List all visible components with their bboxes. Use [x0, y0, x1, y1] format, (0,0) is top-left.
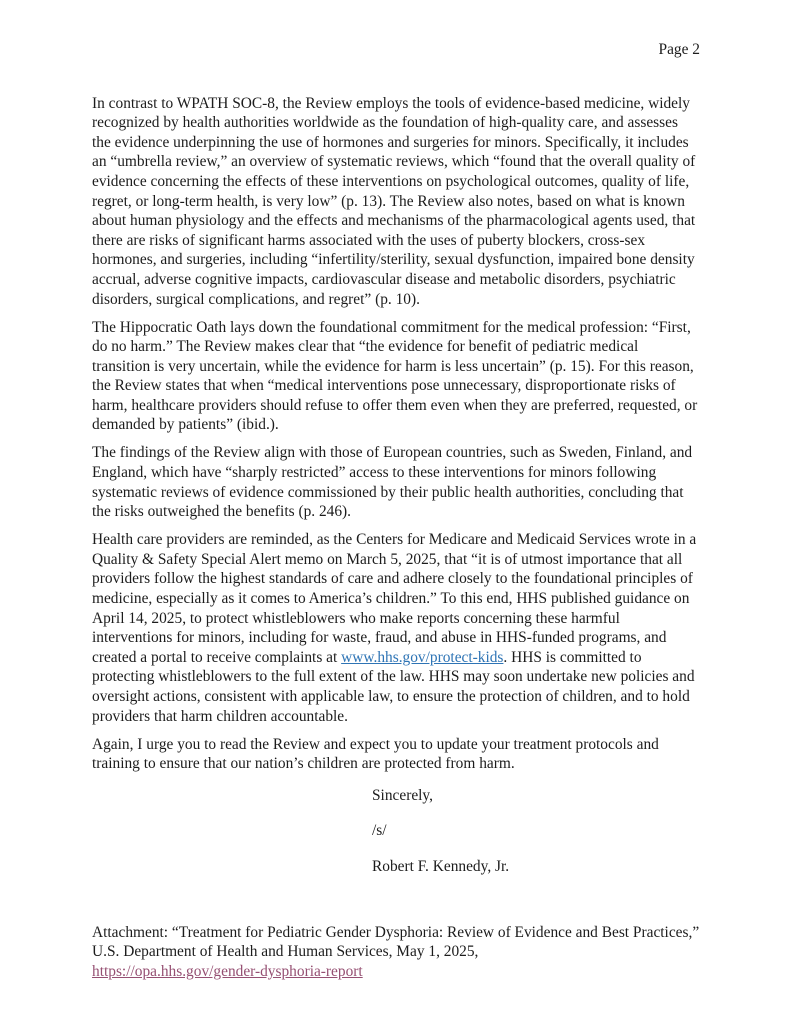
- paragraph-evidence-based-medicine: In contrast to WPATH SOC-8, the Review employs the tools of evidence-based medicine, widely recognized by health authorities worldwide as the foundation of high-quality care, and assesses the evidence underpinning the use of hormones and surgeries for minors. Specifically, it includes an “umbrella review,” an overview of systematic reviews, which “found that the overall quality of evidence concerning the effects of these interventions on psychological outcomes, quality of life, regret, or long-term health, is very low” (p. 13). The Review also notes, based on what is known about human physiology and the effects and mechanisms of the pharmacological agents used, that there are risks of significant harms associated with the uses of puberty blockers, cross-sex hormones, and surgeries, including “infertility/sterility, sexual dysfunction, impaired bone density accrual, adverse cognitive impacts, cardiovascular disease and metabolic disorders, psychiatric disorders, surgical complications, and regret” (p. 10).: [92, 94, 696, 308]
- paragraph-hippocratic-oath: The Hippocratic Oath lays down the foundational commitment for the medical profession: “First, do no harm.” The Review makes clear that “the evidence for benefit of pediatric medical transition is very uncertain, while the evidence for harm is less uncertain” (p. 15). For this reason, the Review states that when “medical interventions pose unnecessary, disproportionate risks of harm, healthcare providers should refuse to offer them even when they are preferred, requested, or demanded by patients” (ibid.).: [92, 318, 698, 434]
- paragraph-closing-urge: Again, I urge you to read the Review and expect you to update your treatment protocols and training to ensure that our nation’s children are protected from harm.: [92, 735, 659, 773]
- attachment-note: [92, 923, 700, 982]
- page-header: [92, 40, 700, 60]
- signature-block: [372, 786, 700, 877]
- paragraph-cms-reminder: [92, 530, 700, 726]
- attachment-text: Attachment: “Treatment for Pediatric Gender Dysphoria: Review of Evidence and Best Practices,” U.S. Department of Health and Human Services, May 1, 2025,: [92, 923, 700, 961]
- paragraph-european-countries: The findings of the Review align with those of European countries, such as Sweden, Finland, and England, which have “sharply restricted” access to these interventions for minors following systematic reviews of evidence commissioned by their public health authorities, concluding that the risks outweighed the benefits (p. 246).: [92, 444, 693, 521]
- protect-kids-link[interactable]: www.hhs.gov/protect-kids: [341, 648, 504, 666]
- paragraph-cms-reminder-text-after-link: . HHS is committed to protecting whistleblowers to the full extent of the law. HHS may soon undertake new policies and oversight actions, consistent with applicable law, to ensure the protection of children, and to hold providers that harm children accountable.: [92, 648, 695, 725]
- page-number: Page 2: [658, 41, 700, 58]
- paragraph-cms-reminder-text-before-link: Health care providers are reminded, as the Centers for Medicare and Medicaid Services wrote in a Quality & Safety Special Alert memo on March 5, 2025, that “it is of utmost importance that all providers follow the highest standards of care and adhere closely to the foundational principles of medicine, especially as it comes to America’s children.” To this end, HHS published guidance on April 14, 2025, to protect whistleblowers who make reports concerning these harmful interventions for minors, including for waste, fraud, and abuse in HHS-funded programs, and created a portal to receive complaints at: [92, 531, 697, 666]
- signer-name: Robert F. Kennedy, Jr.: [372, 857, 510, 875]
- closing-salutation: Sincerely,: [372, 786, 433, 804]
- gender-dysphoria-report-link[interactable]: https://opa.hhs.gov/gender-dysphoria-report: [92, 962, 363, 980]
- signature-mark: /s/: [372, 822, 387, 840]
